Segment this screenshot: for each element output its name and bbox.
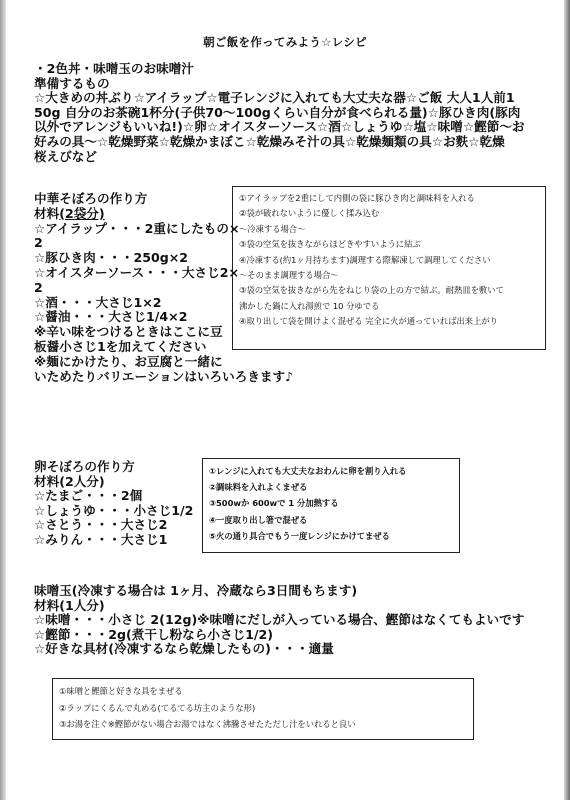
ingredient-line: ☆大きめの丼ぶり☆アイラップ☆電子レンジに入れても大丈夫な器☆ご飯 大人1人前1 bbox=[34, 90, 515, 106]
step-line: ②ラップにくるんで丸める(てるてる坊主のような形) bbox=[59, 702, 256, 713]
scan-edge-left bbox=[0, 0, 6, 800]
scan-edge-right bbox=[564, 0, 570, 800]
ingredient-line: 2 bbox=[34, 279, 43, 295]
ingredient-line: ☆味噌・・・小さじ 2(12g)※味噌にだしが入っている場合、鰹節はなくてもよいです bbox=[34, 612, 525, 628]
ingredient-line: ☆しょうゆ・・・小さじ1/2 bbox=[34, 502, 194, 518]
step-line: ③お湯を注ぐ※鰹節がない場合お湯ではなく沸騰させたただし汁をいれると良い bbox=[59, 719, 356, 730]
step-line: 沸かした鍋に入れ湯煎で 10 分ゆでる bbox=[239, 300, 380, 311]
step-line: ③袋の空気を抜きながら先をねじり袋の上の方で結ぶ。耐熱皿を敷いて bbox=[239, 285, 504, 296]
steps-box-miso-ball bbox=[52, 678, 474, 740]
step-line: ①味噌と鰹節と好きな具をまぜる bbox=[59, 686, 183, 696]
section-heading: ・2色丼・味噌玉のお味噌汁 bbox=[34, 61, 194, 76]
ingredient-line: ☆オイスターソース・・・大さじ2× bbox=[34, 264, 240, 280]
ingredient-line: ☆豚ひき肉・・・250g×2 bbox=[34, 250, 189, 266]
page-title: 朝ご飯を作ってみよう☆レシピ bbox=[203, 35, 367, 49]
ingredient-line: 50g 自分のお茶碗1杯分(子供70～100gくらい自分が食べられる量)☆豚ひき肉(豚肉 bbox=[34, 104, 521, 120]
section-heading: 卵そぼろの作り方 bbox=[34, 459, 135, 474]
ingredient-line: ☆たまご・・・2個 bbox=[34, 488, 143, 504]
step-line: ③500wか 600wで 1 分加熱する bbox=[209, 498, 339, 509]
materials-amount: (2袋分) bbox=[59, 205, 105, 221]
step-line: ～そのまま調理する場合～ bbox=[239, 270, 339, 281]
step-line: ①アイラップを2重にして内側の袋に豚ひき肉と調味料を入れる bbox=[239, 193, 475, 203]
ingredient-line: 以外でアレンジもいいね!)☆卵☆オイスターソース☆酒☆しょうゆ☆塩☆味噌☆鰹節～お bbox=[34, 119, 525, 135]
note-line: いためたりバリエーションはいろいろきます♪ bbox=[34, 368, 294, 384]
step-line: ①レンジに入れても大丈夫なおわんに卵を割り入れる bbox=[209, 466, 407, 476]
ingredient-line: 2 bbox=[34, 235, 43, 251]
ingredient-line: ☆アイラップ・・・2重にしたもの× bbox=[34, 220, 240, 236]
step-line: ②調味料を入れよくまぜる bbox=[209, 482, 308, 493]
step-line: ④取り出して袋を開けよく混ぜる 完全に火が通っていれば出来上がり bbox=[239, 316, 498, 327]
materials-label: 材料 bbox=[34, 205, 60, 221]
ingredient-line: ☆鰹節・・・2g(煮干し粉なら小さじ1/2) bbox=[34, 626, 274, 642]
steps-box-egg-soboro bbox=[202, 458, 460, 553]
ingredient-line: ☆醤油・・・大さじ1/4×2 bbox=[34, 309, 188, 325]
ingredient-line: 好みの具～☆乾燥野菜☆乾燥かまぼこ☆乾燥みそ汁の具☆乾燥麺類の具☆お麩☆乾燥 bbox=[34, 133, 505, 149]
steps-box-chinese-soboro bbox=[232, 186, 546, 350]
section-heading: 中華そぼろの作り方 bbox=[34, 191, 148, 206]
section-miso-bowl bbox=[34, 62, 525, 164]
section-heading: 味噌玉(冷凍する場合は 1ヶ月、冷蔵なら3日間もちます) bbox=[34, 583, 358, 598]
ingredient-line: ☆酒・・・大さじ1×2 bbox=[34, 294, 162, 310]
materials-line: 材料(2人分) bbox=[34, 473, 105, 489]
section-miso-ball bbox=[34, 584, 524, 657]
ingredient-line: 桜えびなど bbox=[34, 148, 97, 164]
step-line: ④冷凍する(約1ヶ月持ちます)調理する際解凍して調理してください bbox=[239, 254, 491, 265]
step-line: ⑤火の通り具合でもう一度レンジにかけてまぜる bbox=[209, 530, 390, 541]
materials-line: 材料(1人分) bbox=[34, 597, 105, 613]
note-line: ※麺にかけたり、お豆腐と一緒に bbox=[34, 353, 223, 369]
step-line: ②袋が破れないように優しく揉み込む bbox=[239, 208, 380, 219]
step-line: ～冷凍する場合～ bbox=[239, 223, 306, 234]
step-line: ③袋の空気を抜きながらほどきやすいように結ぶ bbox=[239, 239, 421, 250]
note-line: ※辛い味をつけるときはここに豆 bbox=[34, 324, 223, 340]
section-egg-soboro bbox=[34, 460, 193, 548]
section-subheading: 準備するもの bbox=[34, 75, 110, 91]
ingredient-line: ☆みりん・・・大さじ1 bbox=[34, 531, 168, 547]
step-line: ④一度取り出し箸で混ぜる bbox=[209, 514, 308, 525]
ingredient-line: ☆好きな具材(冷凍するなら乾燥したもの)・・・適量 bbox=[34, 641, 334, 657]
note-line: 板醤小さじ1を加えてください bbox=[34, 338, 207, 354]
ingredient-line: ☆さとう・・・大さじ2 bbox=[34, 517, 168, 533]
